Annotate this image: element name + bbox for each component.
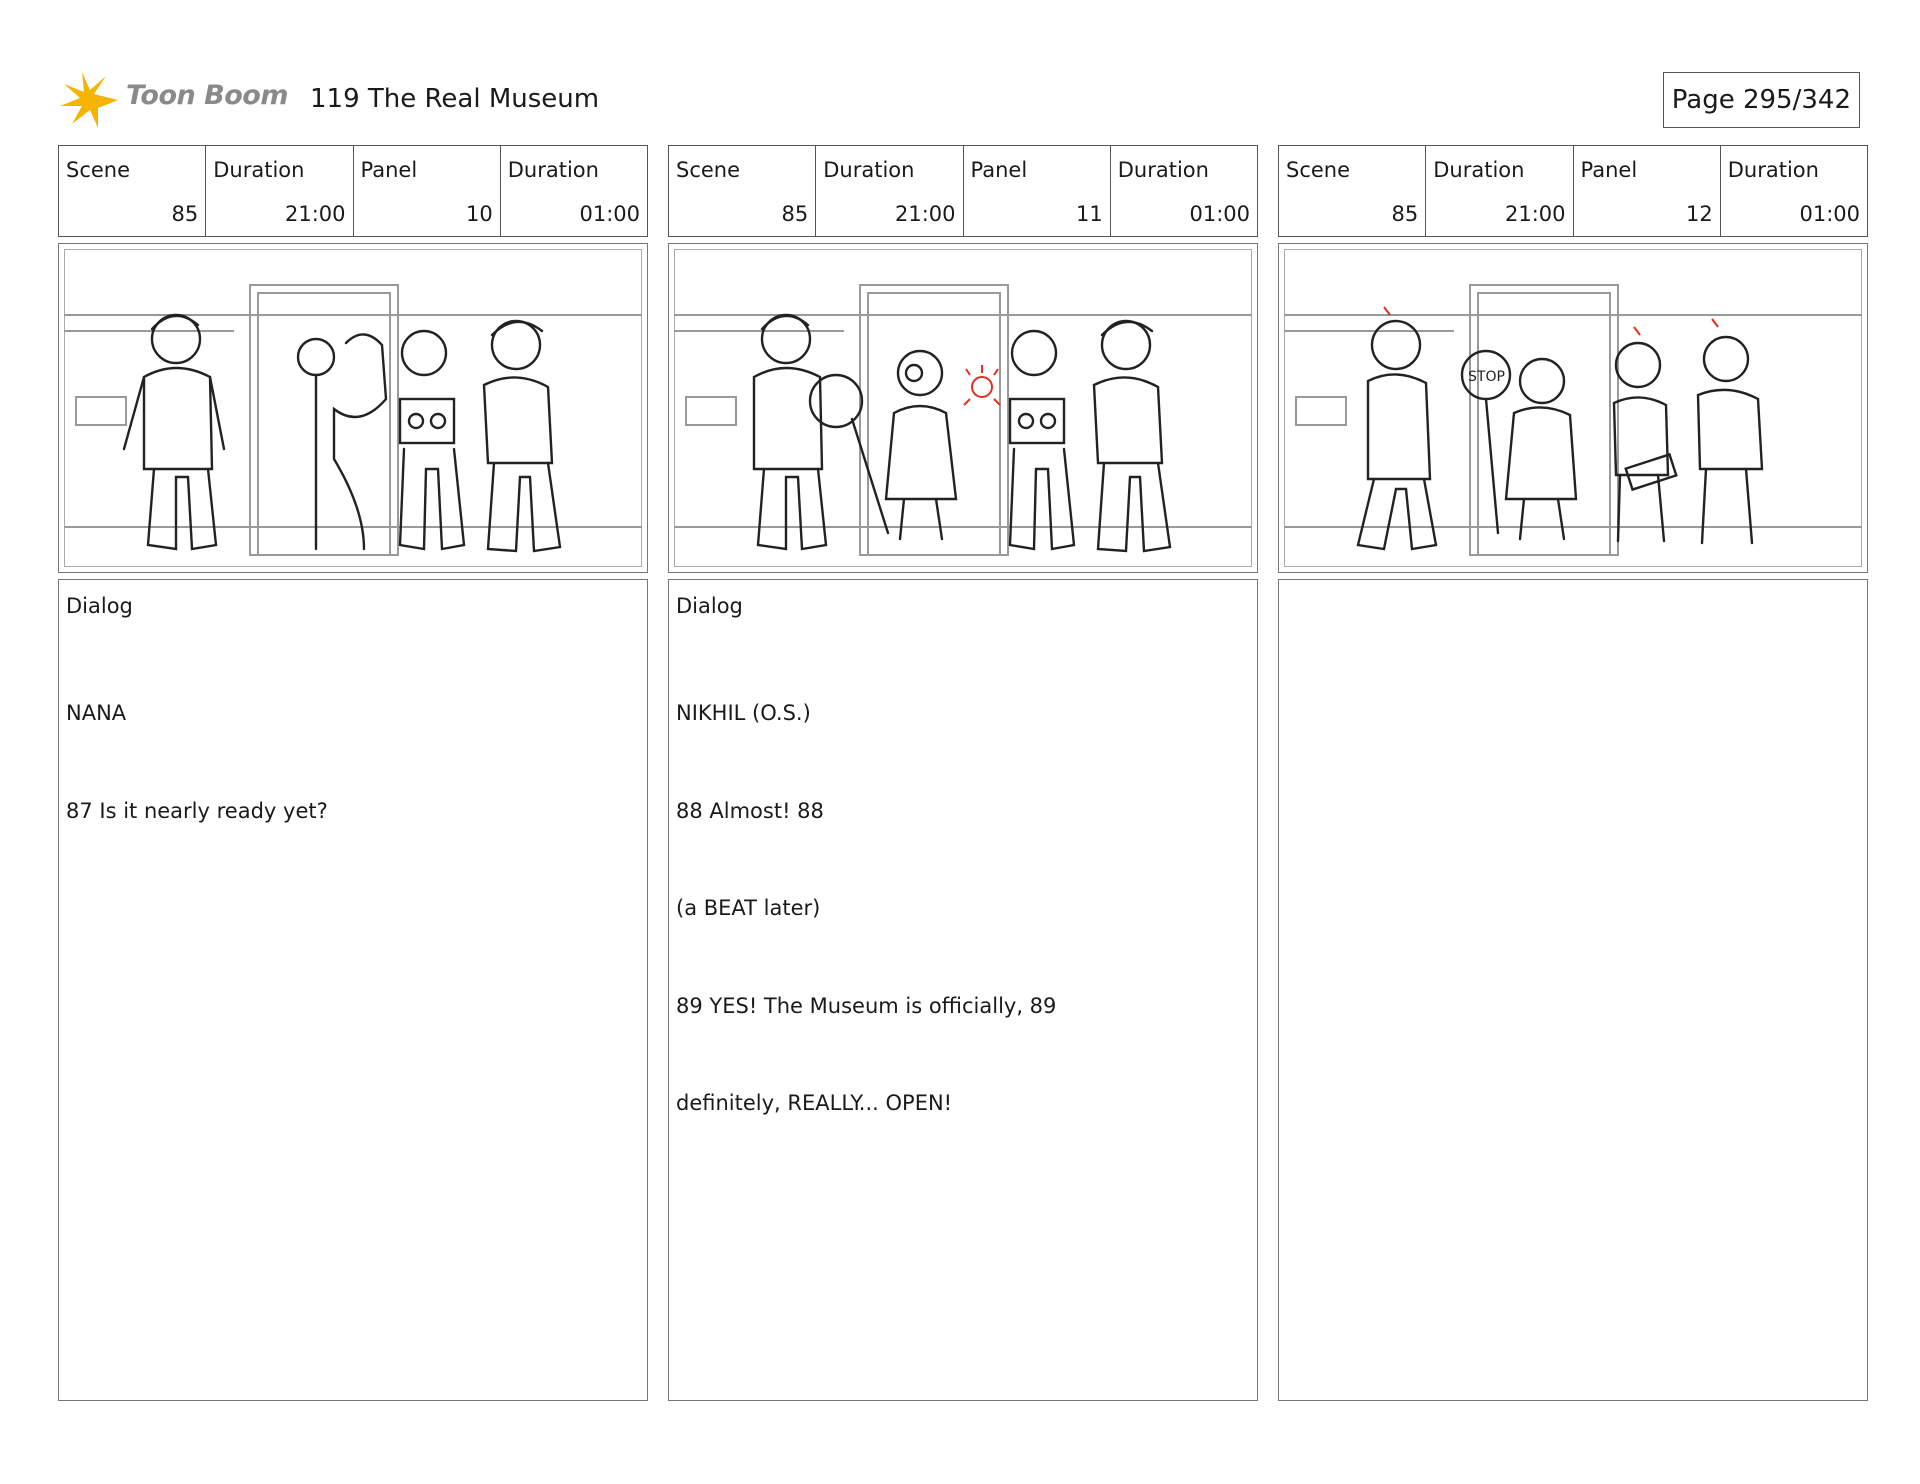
sketch-image bbox=[64, 249, 642, 567]
scene-cell bbox=[669, 146, 816, 236]
panel-meta-table bbox=[668, 145, 1258, 237]
panel-label: Panel bbox=[1580, 158, 1638, 182]
panel-duration: 01:00 bbox=[579, 202, 640, 226]
dialog-line: 88 Almost! 88 bbox=[676, 798, 824, 823]
panel-cell bbox=[354, 146, 501, 236]
page-indicator: Page 295/342 bbox=[1663, 72, 1860, 128]
dialog-line: 89 YES! The Museum is officially, 89 bbox=[676, 993, 1057, 1018]
panel-duration: 01:00 bbox=[1189, 202, 1250, 226]
stop-sign-text: STOP bbox=[1468, 369, 1505, 385]
panel-number: 10 bbox=[466, 202, 493, 226]
scene-number: 85 bbox=[1391, 202, 1419, 226]
panel-duration-cell bbox=[1721, 146, 1867, 236]
scene-cell bbox=[1279, 146, 1426, 236]
dialog-line: 87 Is it nearly ready yet? bbox=[66, 798, 328, 823]
duration-label: Duration bbox=[213, 158, 305, 182]
dialog-text bbox=[676, 632, 1056, 1185]
logo-text: Toon Boom bbox=[126, 80, 288, 111]
scene-label: Scene bbox=[66, 158, 131, 182]
duration-label: Duration bbox=[1433, 158, 1525, 182]
dialog-box bbox=[668, 579, 1258, 1401]
dialog-label: Dialog bbox=[676, 594, 743, 618]
dialog-line: NIKHIL (O.S.) bbox=[676, 701, 811, 725]
panel-duration-cell bbox=[1111, 146, 1257, 236]
project-title: 119 The Real Museum bbox=[310, 84, 600, 114]
scene-duration-cell bbox=[816, 146, 963, 236]
scene-duration: 21:00 bbox=[894, 202, 956, 226]
panel-meta-table bbox=[1278, 145, 1868, 237]
panel-column-12 bbox=[1278, 145, 1868, 1401]
panel-cell bbox=[1574, 146, 1721, 236]
dialog-label: Dialog bbox=[66, 594, 133, 618]
panel-label: Panel bbox=[360, 158, 418, 182]
dialog-box bbox=[58, 579, 648, 1401]
sketch-image bbox=[1284, 249, 1862, 567]
duration-label: Duration bbox=[507, 158, 599, 182]
storyboard-header bbox=[60, 64, 1860, 136]
storyboard-frame[interactable] bbox=[1278, 243, 1868, 573]
scene-label: Scene bbox=[676, 158, 741, 182]
scene-cell bbox=[59, 146, 206, 236]
sketch-image bbox=[674, 249, 1252, 567]
storyboard-frame[interactable] bbox=[668, 243, 1258, 573]
toon-boom-logo bbox=[60, 64, 300, 136]
duration-label: Duration bbox=[1727, 158, 1819, 182]
panel-column-10 bbox=[58, 145, 648, 1401]
duration-label: Duration bbox=[823, 158, 915, 182]
panel-cell bbox=[964, 146, 1111, 236]
panel-label: Panel bbox=[970, 158, 1028, 182]
panel-meta-table bbox=[58, 145, 648, 237]
scene-duration-cell bbox=[1426, 146, 1573, 236]
scene-number: 85 bbox=[171, 202, 199, 226]
scene-label: Scene bbox=[1286, 158, 1351, 182]
dialog-line: NANA bbox=[66, 701, 127, 725]
scene-duration-cell bbox=[206, 146, 353, 236]
panel-number: 11 bbox=[1076, 202, 1103, 226]
panel-duration-cell bbox=[501, 146, 647, 236]
panel-duration: 01:00 bbox=[1799, 202, 1860, 226]
duration-label: Duration bbox=[1117, 158, 1209, 182]
burst-icon bbox=[60, 70, 122, 130]
dialog-text bbox=[66, 632, 328, 892]
panel-column-11 bbox=[668, 145, 1258, 1401]
scene-number: 85 bbox=[781, 202, 809, 226]
panel-number: 12 bbox=[1686, 202, 1713, 226]
dialog-line: definitely, REALLY... OPEN! bbox=[676, 1091, 953, 1115]
dialog-box bbox=[1278, 579, 1868, 1401]
scene-duration: 21:00 bbox=[284, 202, 346, 226]
storyboard-frame[interactable] bbox=[58, 243, 648, 573]
scene-duration: 21:00 bbox=[1504, 202, 1566, 226]
dialog-line: (a BEAT later) bbox=[676, 896, 821, 920]
